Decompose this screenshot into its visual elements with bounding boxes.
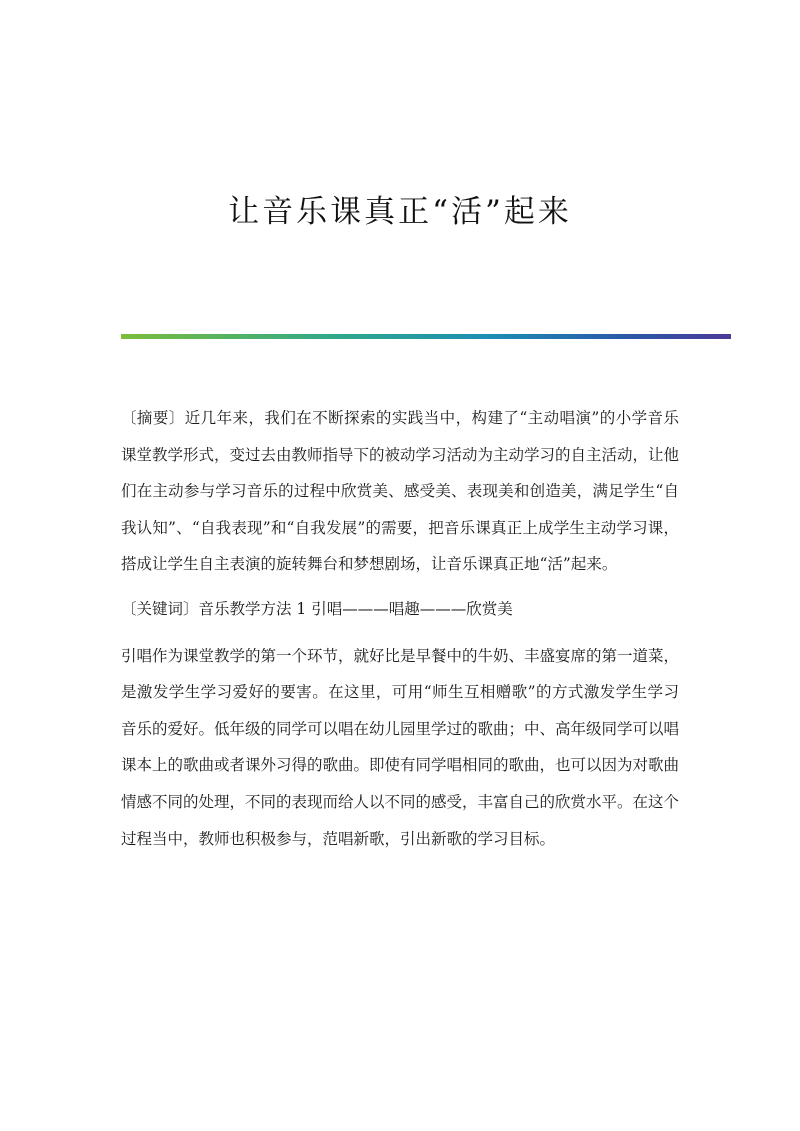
document-title: 让音乐课真正“活”起来 [228, 194, 572, 230]
document-body [121, 400, 679, 865]
body-paragraph: 引唱作为课堂教学的第一个环节，就好比是早餐中的牛奶、丰盛宴席的第一道菜，是激发学生学习爱好的要害。在这里，可用“师生互相赠歌”的方式激发学生学习音乐的爱好。低年级的同学可以唱在幼儿园里学过的歌曲；中、高年级同学可以唱课本上的歌曲或者课外习得的歌曲。即使有同学唱相同的歌曲，也可以因为对歌曲情感不同的处理，不同的表现而给人以不同的感受，丰富自己的欣赏水平。在这个过程当中，教师也积极参与，范唱新歌，引出新歌的学习目标。 [121, 646, 680, 848]
title-divider [121, 334, 731, 339]
keywords-paragraph: 〔关键词〕音乐教学方法 1 引唱———唱趣———欣赏美 [121, 599, 513, 618]
abstract-paragraph: 〔摘要〕近几年来，我们在不断探索的实践当中，构建了“主动唱演”的小学音乐课堂教学形式，变过去由教师指导下的被动学习活动为主动学习的自主活动，让他们在主动参与学习音乐的过程中欣赏美、感受美、表现美和创造美，满足学生“自我认知”、“自我表现”和“自我发展”的需要，把音乐课真正上成学生主动学习课，搭成让学生自主表演的旋转舞台和梦想剧场，让音乐课真正地“活”起来。 [121, 409, 680, 574]
